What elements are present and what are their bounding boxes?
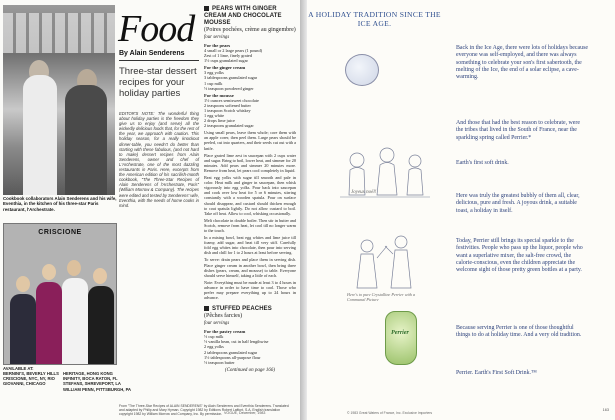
method-paragraph: Place grated lime zest in saucepan with 2 cups water and sugar. Bring to boil, lower heat, and simmer for 20 minutes. Add pears and simmer 20 minutes more. Remove from heat, let pears cool completely in liquid. xyxy=(204,152,296,173)
recipe-title-2: STUFFED PEACHES xyxy=(204,306,296,313)
divider xyxy=(119,60,199,61)
store-item: CRISCIONE, NYC, NY, RIO xyxy=(3,376,55,382)
ingredient-item: 1½ cups granulated sugar xyxy=(204,58,248,64)
store-item: INFINITY, BOCA RATON, FL xyxy=(63,376,118,382)
method-paragraph: Using small pears, leave them whole; core them with an apple corer, then peel them. Large pears should be peeled, cut into quarters, and their seeds cut out with a knife. xyxy=(204,130,296,151)
recipe-servings-2: four servings xyxy=(204,321,230,327)
ingredient-item: 2 tablespoons granulated sugar xyxy=(204,349,258,355)
method-paragraph: Melt chocolate in double boiler. Then stir in butter and Scotch, remove from heat, let cool till no longer warm to the touch. xyxy=(204,217,296,233)
bullet-square-icon xyxy=(204,6,209,11)
ingredient-item: 1 egg white xyxy=(204,113,225,119)
recipe-column xyxy=(204,6,296,373)
ad-headline: CRISCIONE xyxy=(38,229,82,236)
ingredient-item: 1 cup milk xyxy=(204,80,223,86)
byline: By Alain Senderens xyxy=(119,50,185,57)
store-item: STEFANS, SHREVEPORT, LA xyxy=(63,381,121,387)
ad-paragraph-6: Because serving Perrier is one of those thoughtful things to do at holiday time. And a very old tradition. xyxy=(456,325,582,339)
method-paragraph: Beat egg yolks with sugar till smooth and pale in color. Heat milk and ginger in saucepan, then whisk vigorously into egg yolks. Pour back into saucepan and cook over low heat for 5 or 6 minutes, stirring constantly with a wooden spatula. Pour on surface should disappear, and custard should thicken enough to coat spatula lightly. Do not allow custard to boil. Take off heat. Allow to cool, whisking occasionally. xyxy=(204,175,296,216)
page-title: Food xyxy=(118,8,195,50)
right-page xyxy=(307,0,615,420)
ad-paragraph-2: And those that had the best reason to celebrate, were the tribes that lived in the South of France, near the sparkling spring called Perrier.* xyxy=(456,120,580,141)
gutter xyxy=(300,0,307,420)
photo-caption: Cookbook collaborators Alain Senderens and his wife, Eventhia, in the kitchen of his three-star Paris restaurant, l'Archestrate. xyxy=(3,196,117,212)
ingredient-heading: For the mousse xyxy=(204,92,234,98)
fine-print: © 1983 Great Waters of France, Inc. Exclusive Importers xyxy=(347,411,433,415)
recipe-servings: four servings xyxy=(204,35,230,41)
editors-note: EDITOR'S NOTE: The wonderful thing about holiday parties is the freedom they give us to enjoy (and serve) all the wickedly delicious foods that, for the rest of the year, we approach with caution. This holiday season, for a really knockout dinner-table, you needn't do better than starting with these fabulous, (and not hard to make) dessert recipes from Alain Senderens, owner and chef of L'Archestrate, one of the most dazzling restaurants in Paris. Here, excerpts from the American edition of his sacrilish-month cookbook, "The Three-Star Recipes of Alain Senderens of l'Archestrate, Paris" (William Morrow & Company). The recipes were edited and tested by Senderens' wife, Eventhia, with the needs of home cooks in mind. xyxy=(119,111,199,208)
method-paragraph: In a mixing bowl, beat egg whites and lime juice till foamy, add sugar, and beat till very stiff. Carefully fold egg whites into chocolate, then pour into serving dish and chill for 1 to 2 hours at least before serving. xyxy=(204,235,296,256)
recipe-subtitle: (Poires pochées, crème au gingembre) xyxy=(204,27,296,34)
method-paragraph: Note: Everything must be made at least 3 to 4 hours in advance in order to have time to cool. Those who prefer may prepare everything up to 24 hours in advance. xyxy=(204,279,296,301)
ingredient-heading: For the pears xyxy=(204,43,231,49)
ingredient-item: ½ vanilla bean, cut in half lengthwise xyxy=(204,339,269,345)
recipe-ingredients xyxy=(204,43,296,128)
method-paragraph: To serve: drain pears and place them in serving dish. Place ginger cream in another bowl, then bring three dishes (pears, cream, and mousse) to table. Everyone should serve himself, taking a little of each. xyxy=(204,257,296,278)
recipe-ingredients-2 xyxy=(204,329,296,365)
page-number: 163 xyxy=(602,408,609,412)
ingredient-item: 2 drops lime juice xyxy=(204,118,235,124)
continued-note: (Continued on page 166) xyxy=(224,367,276,373)
ad-paragraph-3: Earth's first soft drink. xyxy=(456,160,509,166)
criscione-ad xyxy=(3,223,117,365)
folio: VOGUE, December, 1983 xyxy=(224,411,266,415)
ingredient-heading: For the ginger cream xyxy=(204,65,246,71)
recipe-method xyxy=(204,130,296,300)
ingredient-item: 4 small or 2 large pears (1 pound) xyxy=(204,48,263,54)
ingredient-item: 3 tablespoons granulated sugar xyxy=(204,75,258,81)
ingredient-item: Zest of 1 lime, finely grated xyxy=(204,53,252,59)
ingredient-item: 1½ tablespoons all-purpose flour xyxy=(204,354,261,360)
ingredient-item: ½ cup milk xyxy=(204,334,224,340)
perrier-bottle-illustration xyxy=(385,311,417,365)
ingredient-item: ½ teaspoon butter xyxy=(204,359,235,365)
ingredient-item: 2 egg yolks xyxy=(204,344,224,350)
cave-party-sketch xyxy=(335,125,435,205)
ingredient-item: 2 teaspoons softened butter xyxy=(204,102,251,108)
subtitle: Three-star dessert recipes for your holiday parties xyxy=(119,66,197,99)
store-item: BERNINI'S, BEVERLY HILLS xyxy=(3,371,59,376)
footnote: From "The Three-Star Recipes of ALAIN SENDERENS" by Alain Senderens and Eventhia Senderens. Translated and adapted by Philip and Mary Hyman. Copyright 1982 by Editions Robert Laffont, S.A. English translation copyright 1982 by William Morrow and Company, Inc. By permission. xyxy=(119,404,289,416)
ingredient-item: 1½ ounces semisweet chocolate xyxy=(204,97,259,103)
store-item: WILLIAM PENN, PITTSBURGH, PA xyxy=(63,386,132,392)
store-item: HERITAGE, HONG KONG xyxy=(63,371,113,376)
store-item: GIOVANNI, CHICAGO xyxy=(3,381,46,387)
ad-paragraph-5: Today, Perrier still brings its special sparkle to the festivities. People who pass up the liquor, people who want a superlative mixer, the salt-free crowd, the calorie-conscious, even the children appreciate the welcome sight of those pretty green bottles at a party. xyxy=(456,238,583,274)
sketch-note: Joyeux noël! xyxy=(351,190,377,195)
ingredient-item: ½ teaspoon powdered ginger xyxy=(204,85,254,91)
ad-paragraph-4: Here was truly the greatest bubbly of them all, clear, delicious, pure and fresh. A joyous drink, a suitable toast, a holiday in itself. xyxy=(456,193,580,214)
ad-paragraph-1: Back in the Ice Age, there were lots of holidays because everyone was self-employed, and there was always something to celebrate your son's first sabertooth, the melting of the Ice, the end of a solar eclipse, a cave-warming. xyxy=(456,45,588,81)
ad-headline-perrier: A HOLIDAY TRADITION SINCE THE ICE AGE. xyxy=(308,10,441,28)
ingredient-heading: For the pastry cream xyxy=(204,329,246,335)
ingredient-item: 1 teaspoon Scotch whiskey xyxy=(204,107,251,113)
ingredient-item: 3 egg yolks xyxy=(204,70,224,76)
ad-tagline: Perrier. Earth's First Soft Drink.™ xyxy=(456,370,537,376)
ingredient-item: 2 teaspoons granulated sugar xyxy=(204,123,254,129)
recipe-title: PEARS WITH GINGER CREAM AND CHOCOLATE MOUSSE xyxy=(204,6,282,27)
recipe-subtitle-2: (Pêches farcies) xyxy=(204,313,243,320)
bullet-square-icon xyxy=(204,306,209,311)
globe-illustration xyxy=(345,54,379,86)
left-page xyxy=(0,0,300,420)
chef-photo xyxy=(3,5,115,195)
store-list: AVAILABLE AT: BERNINI'S, BEVERLY HILLS CRISCIONE, NYC, NY, RIO GIOVANNI, CHICAGO HERITAGE, HONG KONG INFINITY, BOCA RATON, FL STEFANS, SHREVEPORT, LA WILLIAM PENN, PITTSBURGH, PA xyxy=(3,366,132,392)
sketch-caption: Here's to pure Crystalline Perrier with a Communal Picture xyxy=(347,292,416,302)
bottle-label: Perrier xyxy=(391,330,409,336)
